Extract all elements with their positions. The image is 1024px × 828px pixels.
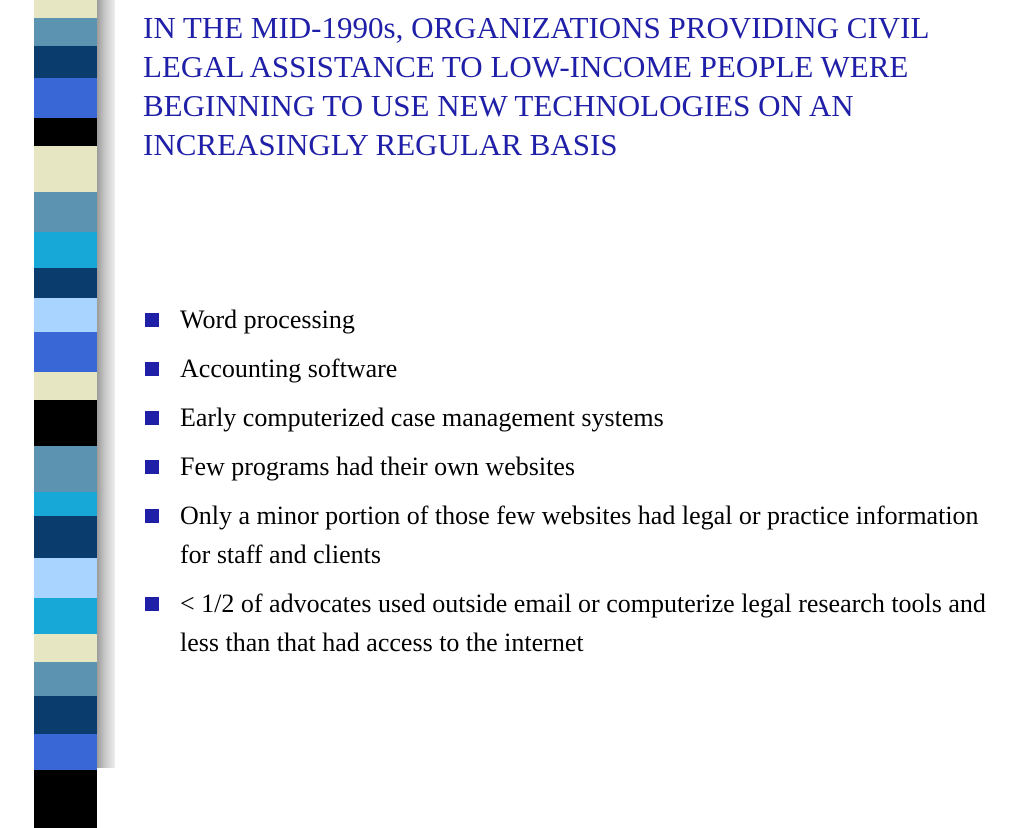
list-item bbox=[143, 447, 1003, 486]
stripe-block bbox=[34, 446, 97, 492]
bullet-list bbox=[143, 300, 1003, 672]
bullet-text: Early computerized case management systems bbox=[180, 403, 664, 432]
decorative-stripe bbox=[34, 0, 97, 768]
stripe-block bbox=[34, 146, 97, 192]
stripe-block bbox=[34, 118, 97, 146]
stripe-block bbox=[34, 662, 97, 696]
square-bullet-icon bbox=[145, 460, 159, 474]
stripe-block bbox=[34, 400, 97, 446]
stripe-block bbox=[34, 696, 97, 734]
stripe-block bbox=[34, 232, 97, 268]
square-bullet-icon bbox=[145, 509, 159, 523]
stripe-block bbox=[34, 0, 97, 18]
square-bullet-icon bbox=[145, 313, 159, 327]
square-bullet-icon bbox=[145, 411, 159, 425]
bullet-text: < 1/2 of advocates used outside email or computerize legal research tools and less than that had access to the internet bbox=[180, 589, 986, 657]
bullet-text: Word processing bbox=[180, 305, 355, 334]
stripe-block bbox=[34, 516, 97, 558]
stripe-block bbox=[34, 492, 97, 516]
square-bullet-icon bbox=[145, 597, 159, 611]
list-item bbox=[143, 398, 1003, 437]
list-item bbox=[143, 300, 1003, 339]
stripe-block bbox=[34, 634, 97, 662]
stripe-block bbox=[34, 18, 97, 46]
stripe-block bbox=[34, 298, 97, 332]
stripe-block bbox=[34, 192, 97, 232]
stripe-block bbox=[34, 558, 97, 598]
list-item bbox=[143, 496, 1003, 574]
list-item bbox=[143, 584, 1003, 662]
bullet-text: Few programs had their own websites bbox=[180, 452, 575, 481]
stripe-block bbox=[34, 332, 97, 372]
stripe-block bbox=[34, 598, 97, 634]
stripe-shadow bbox=[97, 0, 115, 768]
square-bullet-icon bbox=[145, 362, 159, 376]
stripe-block bbox=[34, 372, 97, 400]
list-item bbox=[143, 349, 1003, 388]
stripe-block bbox=[34, 78, 97, 118]
stripe-block bbox=[34, 46, 97, 78]
bullet-text: Only a minor portion of those few websites had legal or practice information for staff and clients bbox=[180, 501, 979, 569]
slide-title: IN THE MID-1990s, ORGANIZATIONS PROVIDING CIVIL LEGAL ASSISTANCE TO LOW-INCOME PEOPLE WERE BEGINNING TO USE NEW TECHNOLOGIES ON AN INCREASINGLY REGULAR BASIS bbox=[143, 10, 929, 162]
stripe-block bbox=[34, 770, 97, 828]
stripe-block bbox=[34, 268, 97, 298]
stripe-block bbox=[34, 734, 97, 770]
bullet-text: Accounting software bbox=[180, 354, 398, 383]
